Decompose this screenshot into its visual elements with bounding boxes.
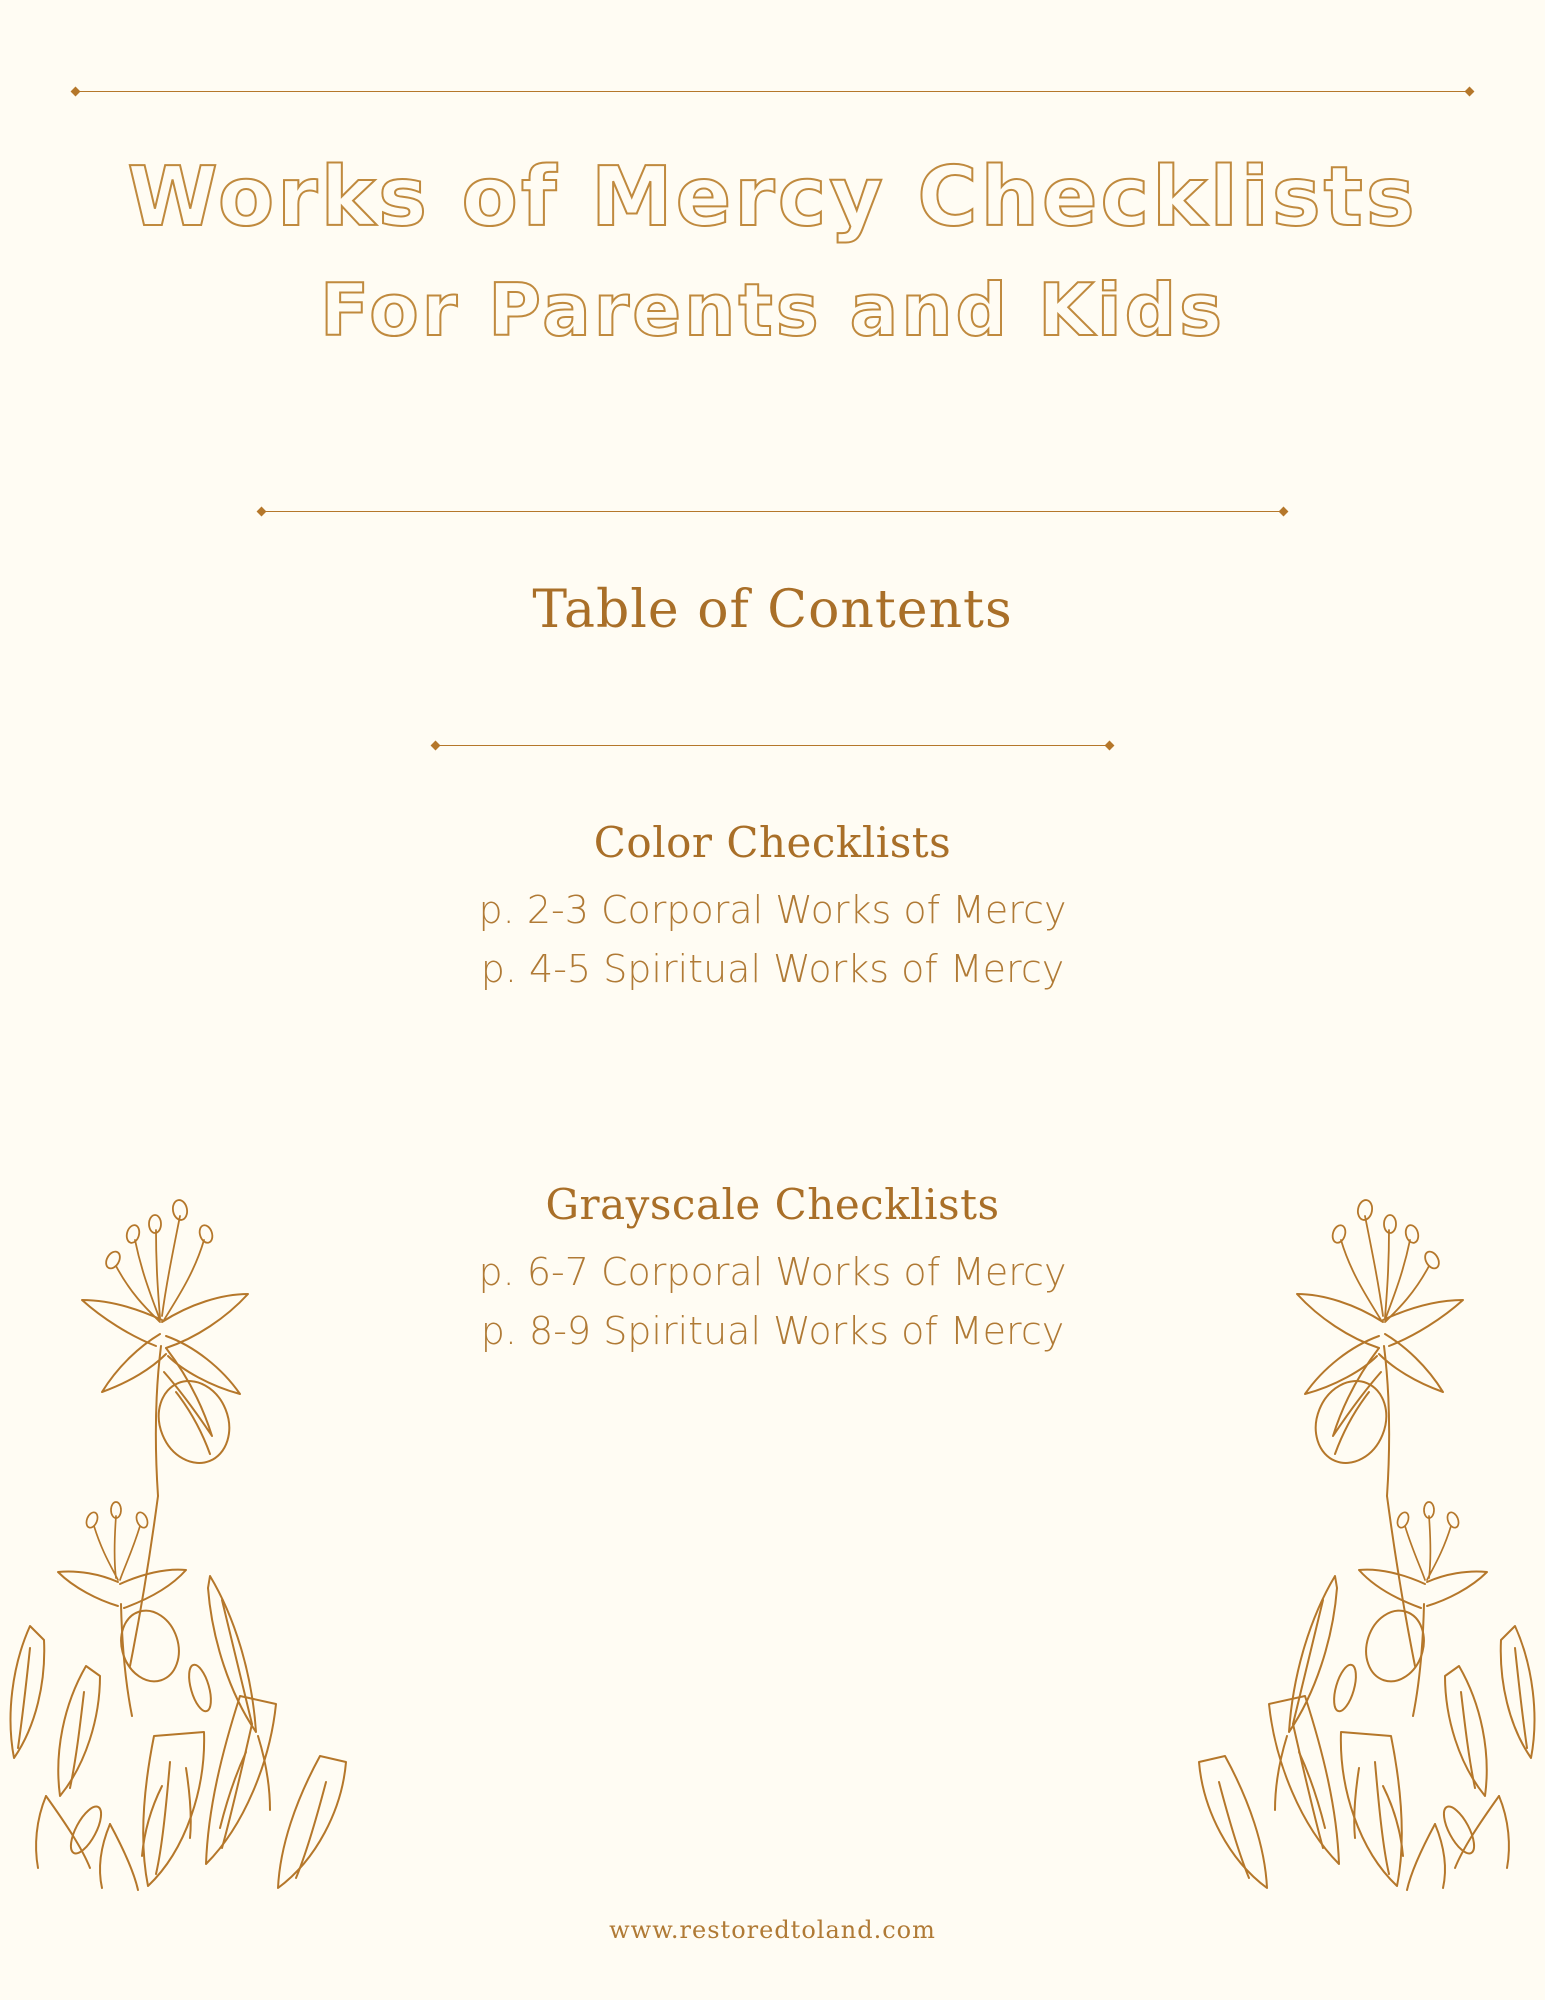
top-divider (72, 88, 1473, 95)
toc-divider (432, 742, 1113, 749)
section-title: Grayscale Checklists (545, 1180, 1000, 1229)
diamond-icon (1465, 87, 1475, 97)
title-line-2: For Parents and Kids (320, 268, 1225, 353)
toc-entry[interactable]: p. 8-9 Spiritual Works of Mercy (480, 1308, 1065, 1353)
diamond-icon (1105, 741, 1115, 751)
page-title (0, 150, 1545, 353)
toc-entry[interactable]: p. 6-7 Corporal Works of Mercy (478, 1250, 1067, 1294)
title-divider (258, 508, 1287, 515)
diamond-icon (257, 507, 267, 517)
section-title: Color Checklists (593, 818, 952, 867)
toc-heading: Table of Contents (532, 580, 1013, 640)
diamond-icon (431, 741, 441, 751)
diamond-icon (1279, 507, 1289, 517)
divider-line (265, 511, 1280, 512)
divider-line (79, 91, 1466, 92)
toc-section-color (0, 818, 1545, 999)
toc-entry[interactable]: p. 2-3 Corporal Works of Mercy (478, 888, 1067, 932)
footer-website-url[interactable]: www.restoredtoland.com (609, 1916, 936, 1944)
divider-line (439, 745, 1106, 746)
toc-section-grayscale (0, 1180, 1545, 1361)
title-line-1: Works of Mercy Checklists (127, 150, 1418, 245)
diamond-icon (71, 87, 81, 97)
toc-entry[interactable]: p. 4-5 Spiritual Works of Mercy (480, 946, 1065, 991)
